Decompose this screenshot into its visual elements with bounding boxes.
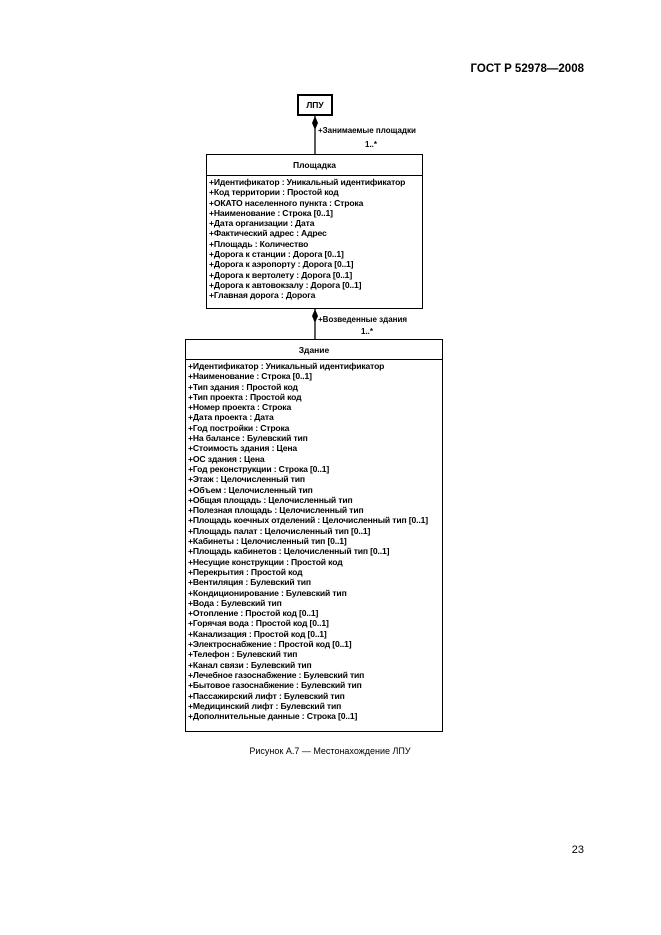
building-attribute: +Номер проекта : Строка: [188, 402, 292, 413]
building-attribute: +Горячая вода : Простой код [0..1]: [188, 618, 329, 629]
assoc1-multiplicity: 1..*: [365, 140, 378, 149]
site-attribute: +Дорога к автовокзалу : Дорога [0..1]: [209, 279, 362, 290]
document-header: ГОСТ Р 52978—2008: [470, 63, 584, 75]
figure-caption: Рисунок А.7 — Местонахождение ЛПУ: [249, 746, 411, 756]
building-attribute: +Перекрытия : Простой код: [188, 566, 303, 577]
site-attribute: +Идентификатор : Уникальный идентификатор: [209, 177, 406, 187]
building-attribute: +Год реконструкции : Строка [0..1]: [188, 463, 330, 474]
building-attribute: +Дополнительные данные : Строка [0..1]: [188, 711, 358, 722]
building-attribute: +Идентификатор : Уникальный идентификатор: [188, 361, 385, 371]
assoc2-role: +Возведенные здания: [318, 315, 408, 324]
site-attribute: +Площадь : Количество: [209, 238, 309, 249]
site-attribute: +Фактический адрес : Адрес: [209, 228, 327, 239]
building-attribute: +Кабинеты : Целочисленный тип [0..1]: [188, 536, 347, 547]
site-attribute: +Код территории : Простой код: [209, 187, 339, 198]
site-attribute: +Главная дорога : Дорога: [209, 290, 316, 301]
building-attribute: +Кондиционирование : Булевский тип: [188, 587, 347, 598]
building-attribute: +Стоимость здания : Цена: [188, 443, 298, 454]
building-attribute: +Телефон : Булевский тип: [188, 649, 298, 660]
class-lpu: [297, 94, 333, 116]
building-attribute: +На балансе : Булевский тип: [188, 433, 308, 444]
building-attribute: +Площадь коечных отделений : Целочисленный тип [0..1]: [188, 515, 428, 526]
class-site-name: Площадка: [207, 155, 422, 176]
building-attribute: +Полезная площадь : Целочисленный тип: [188, 505, 364, 516]
site-attribute: +Дорога к аэропорту : Дорога [0..1]: [209, 259, 354, 270]
building-attribute: +Вода : Булевский тип: [188, 597, 282, 608]
building-attribute: +Тип проекта : Простой код: [188, 391, 302, 402]
building-attribute: +Канализация : Простой код [0..1]: [188, 628, 327, 639]
site-attribute: +Дорога к вертолету : Дорога [0..1]: [209, 269, 353, 280]
class-building-name: Здание: [186, 340, 442, 360]
building-attribute: +Год постройки : Строка: [188, 422, 290, 433]
building-attribute: +Дата проекта : Дата: [188, 412, 274, 423]
class-lpu-name: ЛПУ: [306, 100, 324, 110]
site-attribute: +Дорога к станции : Дорога [0..1]: [209, 249, 344, 260]
building-attribute: +Отопление : Простой код [0..1]: [188, 608, 319, 619]
building-attribute: +Тип здания : Простой код: [188, 381, 298, 392]
site-attribute: +ОКАТО населенного пункта : Строка: [209, 197, 364, 208]
building-attribute: +Канал связи : Булевский тип: [188, 659, 312, 670]
building-attribute: +Электроснабжение : Простой код [0..1]: [188, 639, 352, 650]
class-building: [185, 339, 443, 732]
building-attribute: +Несущие конструкции : Простой код: [188, 556, 343, 567]
site-attribute: +Дата организации : Дата: [209, 218, 315, 229]
building-attribute: +Площадь палат : Целочисленный тип [0..1]: [188, 525, 371, 536]
building-attribute: +ОС здания : Цена: [188, 453, 265, 464]
site-attribute: +Наименование : Строка [0..1]: [209, 207, 333, 218]
building-attribute: +Медицинский лифт : Булевский тип: [188, 700, 342, 711]
assoc1-role: +Занимаемые площадки: [318, 126, 416, 135]
class-building-attributes: [186, 360, 442, 721]
assoc2-multiplicity: 1..*: [361, 327, 374, 336]
page-number: 23: [571, 844, 584, 856]
building-attribute: +Наименование : Строка [0..1]: [188, 371, 312, 382]
building-attribute: +Объем : Целочисленный тип: [188, 484, 313, 495]
building-attribute: +Общая площадь : Целочисленный тип: [188, 494, 353, 505]
building-attribute: +Вентиляция : Булевский тип: [188, 577, 311, 588]
building-attribute: +Этаж : Целочисленный тип: [188, 474, 305, 485]
building-attribute: +Лечебное газоснабжение : Булевский тип: [188, 669, 365, 680]
class-site: [206, 154, 423, 309]
building-attribute: +Пассажирский лифт : Булевский тип: [188, 690, 345, 701]
building-attribute: +Площадь кабинетов : Целочисленный тип [0..1]: [188, 546, 390, 557]
building-attribute: +Бытовое газоснабжение : Булевский тип: [188, 680, 362, 691]
class-site-attributes: [207, 176, 422, 301]
